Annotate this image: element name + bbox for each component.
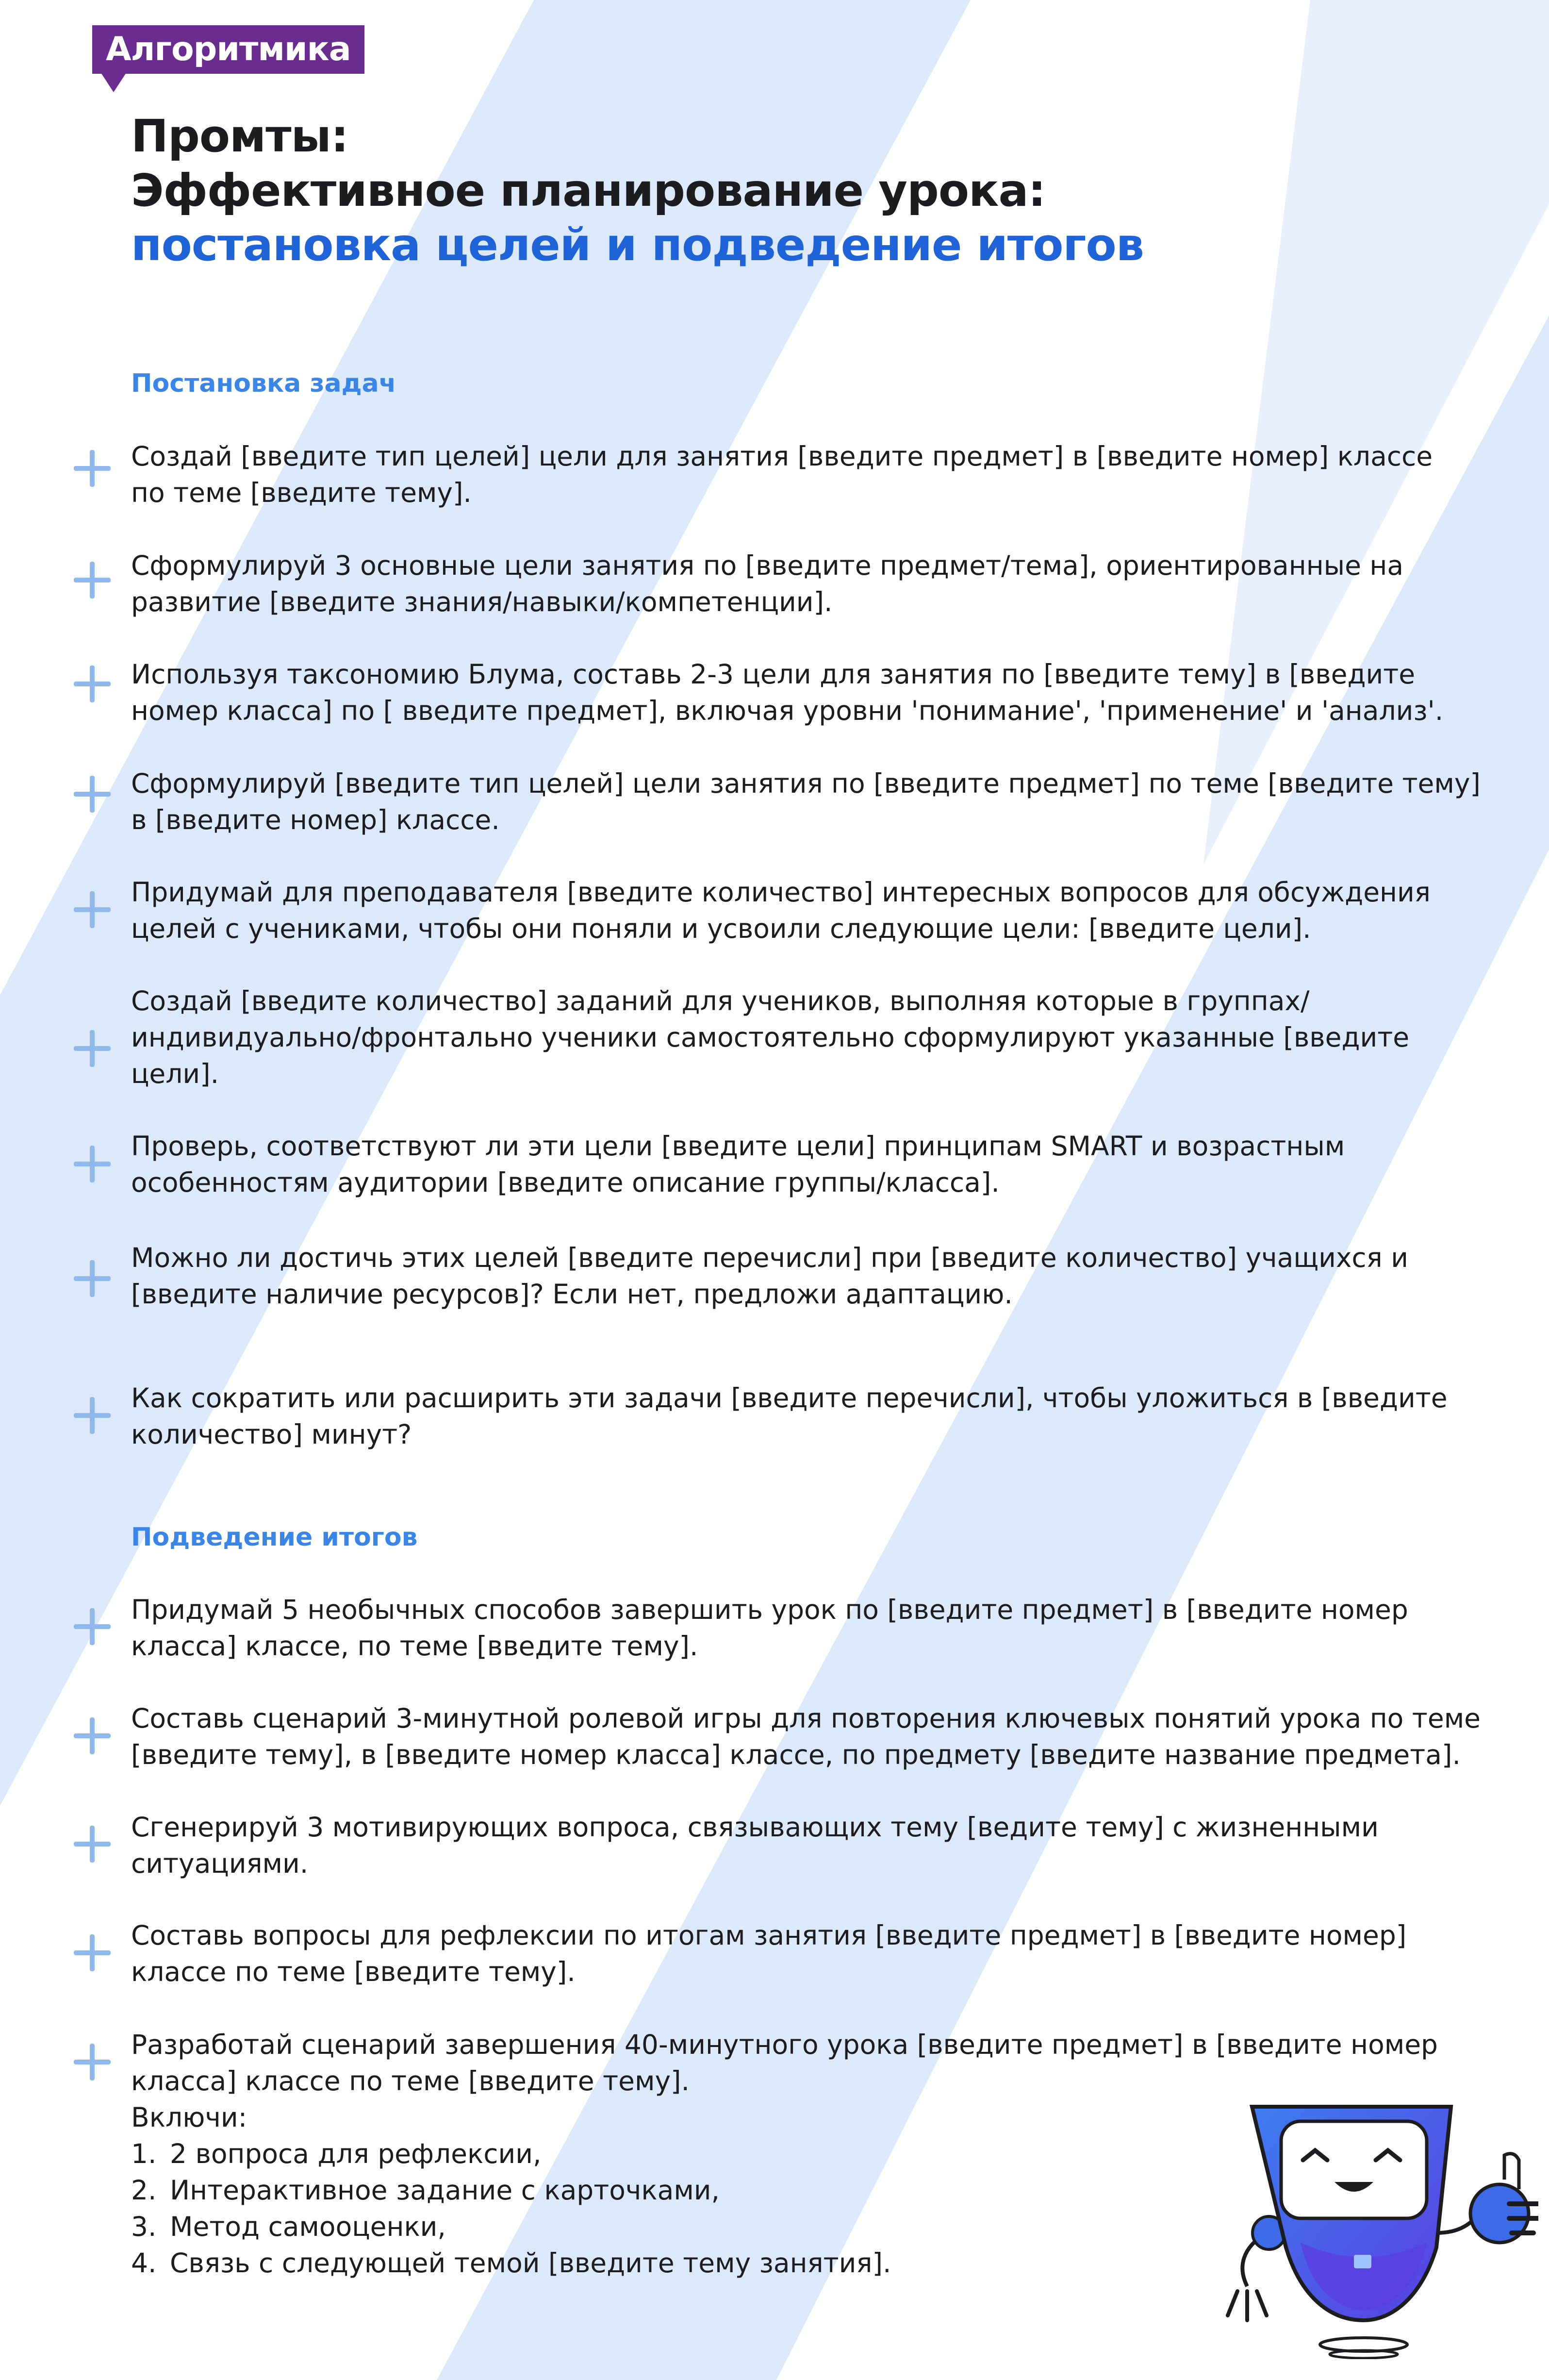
item-line: [введите тему], в [введите номер класса] классе, по предмету [введите название предмета]. bbox=[131, 1739, 1461, 1770]
item-line: номер класса] по [ введите предмет], включая уровни 'понимание', 'применение' и 'анализ'. bbox=[131, 695, 1444, 726]
list-item bbox=[131, 983, 1529, 1092]
plus-icon bbox=[74, 776, 111, 813]
item-line: Сгенерируй 3 мотивирующих вопроса, связывающих тему [ведите тему] с жизненными bbox=[131, 1812, 1379, 1843]
item-line: Включи: bbox=[131, 2102, 247, 2133]
item-line: Создай [введите тип целей] цели для занятия [введите предмет] в [введите номер] классе bbox=[131, 441, 1433, 472]
sub-item: 1. 2 вопроса для рефлексии, bbox=[131, 2138, 542, 2169]
item-line: особенностям аудитории [введите описание группы/класса]. bbox=[131, 1167, 1000, 1198]
plus-icon bbox=[74, 1717, 111, 1754]
item-line: Придумай 5 необычных способов завершить урок по [введите предмет] в [введите номер bbox=[131, 1594, 1408, 1625]
item-line: класса] классе по теме [введите тему]. bbox=[131, 2065, 690, 2097]
list-item bbox=[131, 1592, 1529, 1664]
list-item bbox=[131, 1809, 1529, 1882]
item-line: Создай [введите количество] заданий для учеников, выполняя которые в группах/ bbox=[131, 985, 1310, 1016]
item-line: Придумай для преподавателя [введите количество] интересных вопросов для обсуждения bbox=[131, 877, 1431, 908]
section-heading-goals: Постановка задач bbox=[131, 369, 396, 398]
list-item bbox=[131, 656, 1529, 729]
plus-icon bbox=[74, 1146, 111, 1182]
item-line: ситуациями. bbox=[131, 1848, 309, 1879]
list-item bbox=[131, 438, 1529, 511]
plus-icon bbox=[74, 1397, 111, 1434]
item-line: Разработай сценарий завершения 40-минутного урока [введите предмет] в [введите номер bbox=[131, 2029, 1438, 2060]
item-line: Сформулируй 3 основные цели занятия по [введите предмет/тема], ориентированные на bbox=[131, 550, 1404, 581]
item-line: Сформулируй [введите тип целей] цели занятия по [введите предмет] по теме [введите тему] bbox=[131, 768, 1481, 799]
list-item bbox=[131, 874, 1529, 947]
item-line: Составь сценарий 3-минутной ролевой игры для повторения ключевых понятий урока по теме bbox=[131, 1703, 1481, 1734]
list-item bbox=[131, 1380, 1529, 1453]
list-item bbox=[131, 1128, 1529, 1201]
item-line: класса] классе, по теме [введите тему]. bbox=[131, 1631, 698, 1662]
item-line: целей с учениками, чтобы они поняли и усвоили следующие цели: [введите цели]. bbox=[131, 913, 1311, 944]
plus-icon bbox=[74, 1826, 111, 1863]
item-line: развитие [введите знания/навыки/компетенции]. bbox=[131, 586, 833, 617]
page-title bbox=[131, 109, 1144, 272]
brand-logo bbox=[92, 25, 364, 74]
list-item bbox=[131, 548, 1529, 620]
item-line: в [введите номер] классе. bbox=[131, 804, 500, 835]
sub-item: 2. Интерактивное задание с карточками, bbox=[131, 2175, 720, 2206]
plus-icon bbox=[74, 666, 111, 702]
plus-icon bbox=[74, 2044, 111, 2080]
plus-icon bbox=[74, 891, 111, 928]
plus-icon bbox=[74, 1030, 111, 1067]
item-line: Проверь, соответствуют ли эти цели [введите цели] принципам SMART и возрастным bbox=[131, 1131, 1345, 1162]
plus-icon bbox=[74, 1934, 111, 1971]
plus-icon bbox=[74, 1260, 111, 1297]
sub-item: 4. Связь с следующей темой [введите тему занятия]. bbox=[131, 2247, 891, 2279]
title-line-3: постановка целей и подведение итогов bbox=[131, 219, 1144, 271]
logo-text: Алгоритмика bbox=[106, 30, 351, 68]
robot-mascot bbox=[1208, 2087, 1538, 2359]
plus-icon bbox=[74, 450, 111, 487]
list-item bbox=[131, 1700, 1529, 1773]
item-line: [введите наличие ресурсов]? Если нет, предложи адаптацию. bbox=[131, 1279, 1013, 1310]
item-line: цели]. bbox=[131, 1058, 219, 1089]
title-line-1: Промты: bbox=[131, 110, 348, 162]
item-line: индивидуально/фронтально ученики самостоятельно сформулируют указанные [введите bbox=[131, 1022, 1410, 1053]
item-line: классе по теме [введите тему]. bbox=[131, 1956, 576, 1987]
list-item bbox=[131, 1917, 1529, 1990]
title-line-2: Эффективное планирование урока: bbox=[131, 165, 1046, 216]
logo-tail bbox=[101, 73, 126, 92]
section-heading-summary: Подведение итогов bbox=[131, 1523, 418, 1552]
plus-icon bbox=[74, 562, 111, 599]
item-line: количество] минут? bbox=[131, 1419, 412, 1450]
sub-item: 3. Метод самооценки, bbox=[131, 2211, 446, 2242]
item-line: Составь вопросы для рефлексии по итогам занятия [введите предмет] в [введите номер] bbox=[131, 1920, 1407, 1951]
list-item bbox=[131, 1240, 1529, 1313]
item-line: Как сократить или расширить эти задачи [введите перечисли], чтобы уложиться в [введите bbox=[131, 1382, 1448, 1414]
list-item bbox=[131, 766, 1529, 838]
plus-icon bbox=[74, 1608, 111, 1645]
item-line: Можно ли достичь этих целей [введите перечисли] при [введите количество] учащихся и bbox=[131, 1242, 1408, 1273]
item-line: Используя таксономию Блума, составь 2-3 цели для занятия по [введите тему] в [введите bbox=[131, 659, 1416, 690]
item-line: по теме [введите тему]. bbox=[131, 477, 472, 508]
